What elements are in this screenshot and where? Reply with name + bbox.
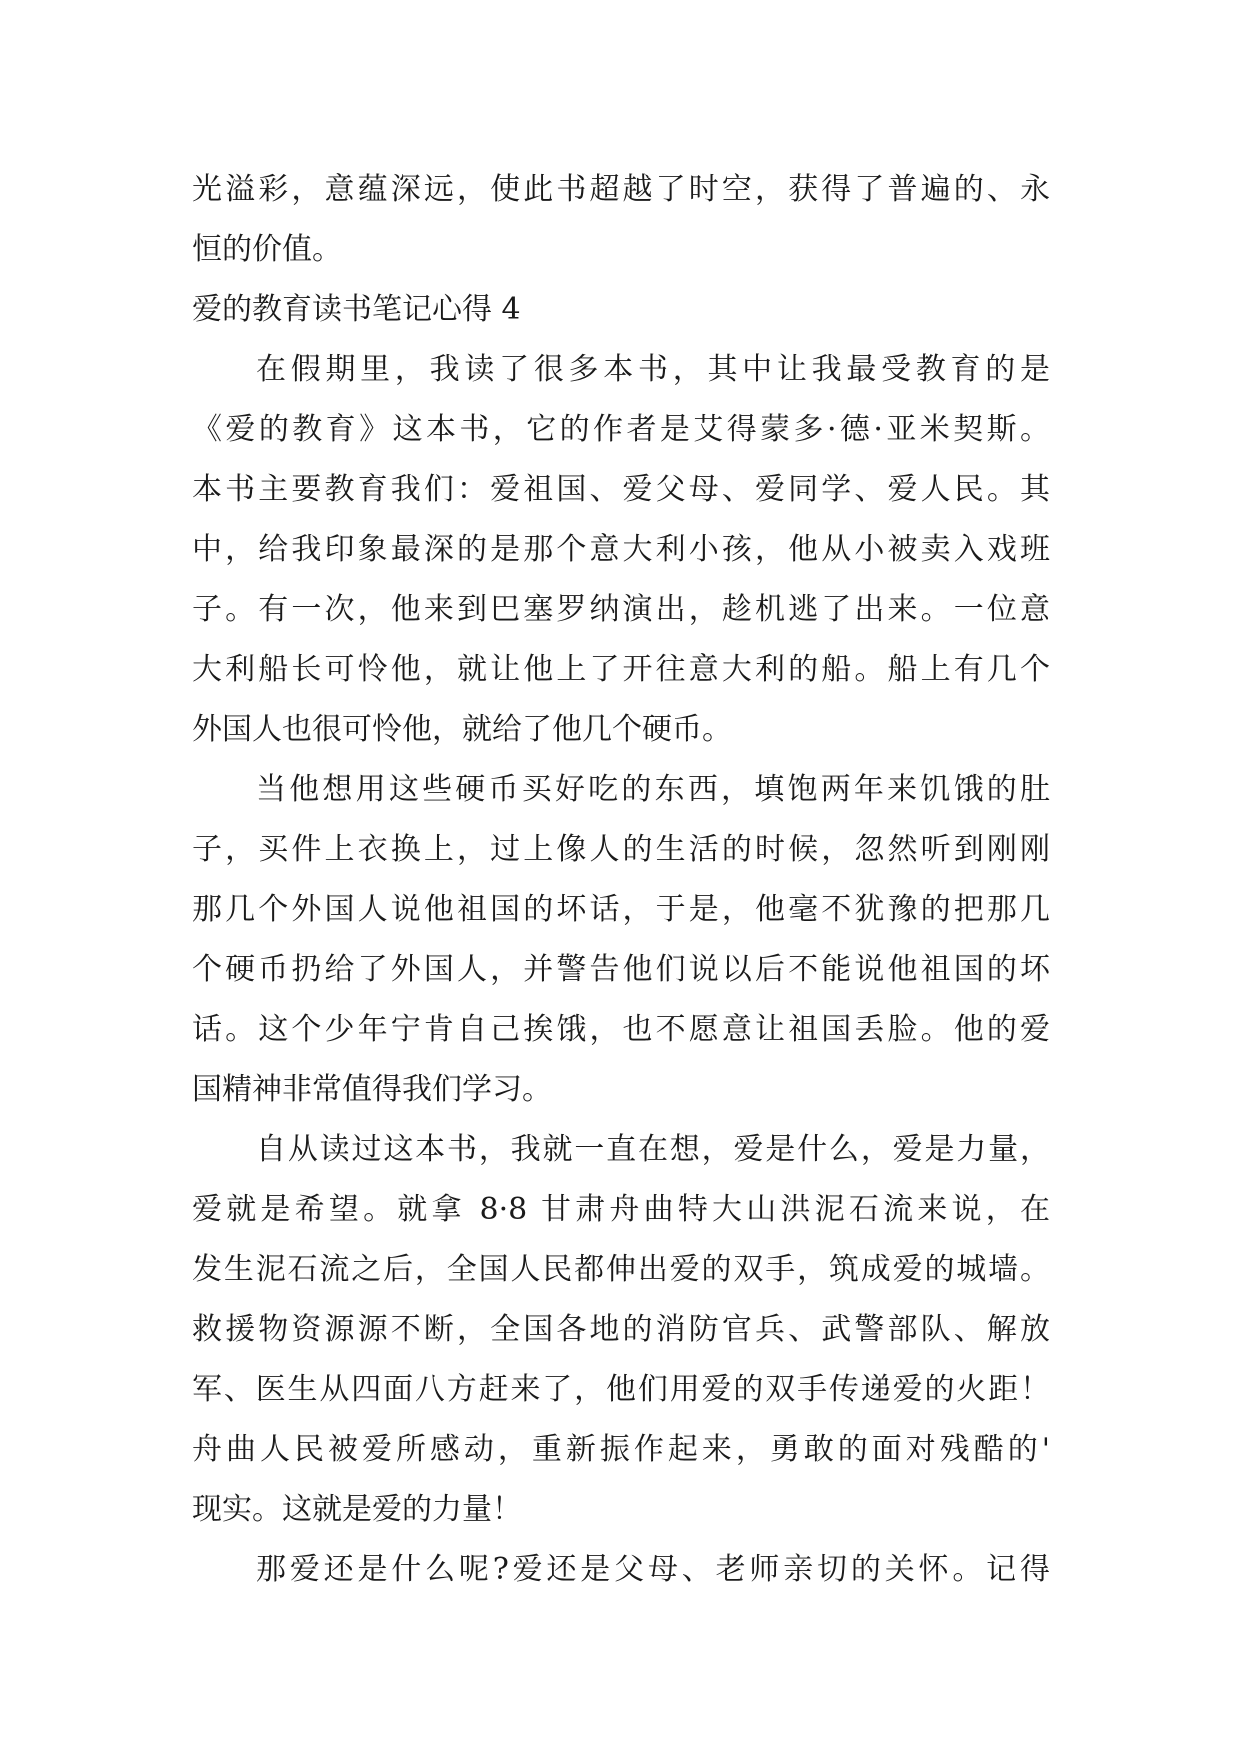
text-line: 大利船长可怜他，就让他上了开往意大利的船。船上有几个 (192, 652, 1050, 687)
text-line: 那几个外国人说他祖国的坏话，于是，他毫不犹豫的把那几 (192, 892, 1050, 927)
text-line: 《爱的教育》这本书，它的作者是艾得蒙多·德·亚米契斯。 (192, 412, 1050, 447)
text-line: 光溢彩，意蕴深远，使此书超越了时空，获得了普遍的、永 (192, 172, 1050, 207)
paragraph-3 (192, 1120, 1050, 1540)
text-line: 舟曲人民被爱所感动，重新振作起来，勇敢的面对残酷的' (192, 1432, 1050, 1467)
text-line: 子，买件上衣换上，过上像人的生活的时候，忽然听到刚刚 (192, 832, 1050, 867)
text-line: 话。这个少年宁肯自己挨饿，也不愿意让祖国丢脸。他的爱 (192, 1012, 1050, 1047)
paragraph-1 (192, 340, 1050, 760)
text-line: 中，给我印象最深的是那个意大利小孩，他从小被卖入戏班 (192, 532, 1050, 567)
text-line: 军、医生从四面八方赶来了，他们用爱的双手传递爱的火距！ (192, 1372, 1050, 1407)
text-line: 救援物资源源不断，全国各地的消防官兵、武警部队、解放 (192, 1312, 1050, 1347)
text-line: 爱就是希望。就拿 8·8 甘肃舟曲特大山洪泥石流来说，在 (192, 1192, 1050, 1227)
text-line: 在假期里，我读了很多本书，其中让我最受教育的是 (256, 352, 1050, 387)
section-title: 爱的教育读书笔记心得 4 (192, 292, 521, 327)
text-line: 国精神非常值得我们学习。 (192, 1072, 552, 1107)
text-line: 个硬币扔给了外国人，并警告他们说以后不能说他祖国的坏 (192, 952, 1050, 987)
text-line: 那爱还是什么呢?爱还是父母、老师亲切的关怀。记得 (256, 1552, 1050, 1587)
document-body (192, 160, 1050, 1600)
text-line: 子。有一次，他来到巴塞罗纳演出，趁机逃了出来。一位意 (192, 592, 1050, 627)
intro-paragraph (192, 160, 1050, 280)
text-line: 现实。这就是爱的力量！ (192, 1492, 522, 1527)
paragraph-4 (192, 1540, 1050, 1600)
text-line: 当他想用这些硬币买好吃的东西，填饱两年来饥饿的肚 (256, 772, 1050, 807)
text-line: 外国人也很可怜他，就给了他几个硬币。 (192, 712, 732, 747)
text-line: 本书主要教育我们：爱祖国、爱父母、爱同学、爱人民。其 (192, 472, 1050, 507)
paragraph-2 (192, 760, 1050, 1120)
text-line: 发生泥石流之后，全国人民都伸出爱的双手，筑成爱的城墙。 (192, 1252, 1050, 1287)
text-line: 自从读过这本书，我就一直在想，爱是什么，爱是力量， (256, 1132, 1050, 1167)
text-line: 恒的价值。 (192, 232, 342, 267)
